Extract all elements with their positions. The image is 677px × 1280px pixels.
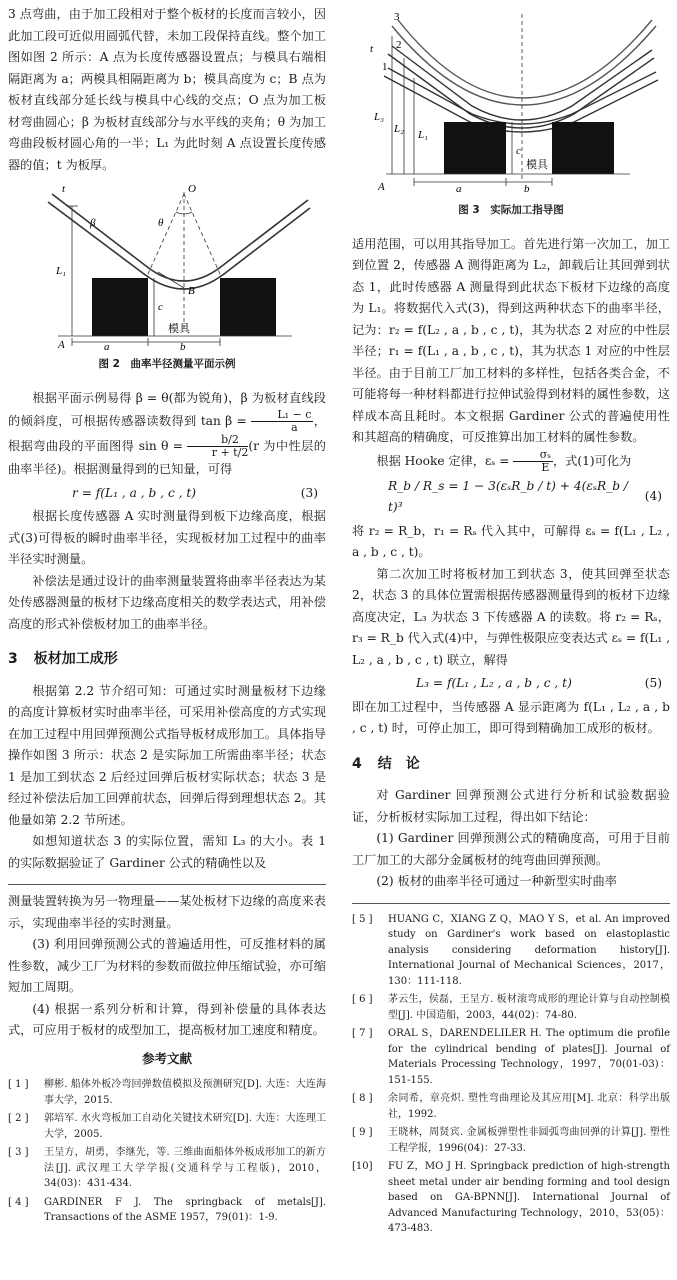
reference-item	[352, 992, 670, 1023]
paragraph-beta-end: (r 为中性层的曲率半径)。根据测量得到的已知量，可得	[8, 439, 326, 476]
figure-2	[8, 182, 326, 350]
reference-text: GARDINER F J. The springback of metals[J]. Transactions of the ASME 1957，79(01)：1-9.	[44, 1196, 326, 1223]
fig3-label-a: a	[456, 183, 462, 195]
fig2-label-b: b	[180, 341, 186, 350]
reference-text: 王晓林，周贤宾. 金属板弹塑性非圆弧弯曲回弹的计算[J]. 塑性工程学报，1996(04)：27-33.	[388, 1127, 670, 1154]
reference-number: [ 6 ]	[352, 994, 373, 1005]
equation-5	[352, 671, 670, 697]
fig3-label-L3: L₃	[374, 111, 384, 123]
paragraph-section3-a: 根据第 2.2 节介绍可知：可通过实时测量板材下边缘的高度计算板材实时曲率半径，可采用补偿高度的方式实现在加工过程中用回弹预测公式指导板材成形加工。具体指导操作如图 3 所示：状态 2 是实际加工所需曲率半径；状态 1 是加工到状态 2 后经过回弹后板材实际状态；状态 3 是经过补偿法后加工回弹前状态，回弹后得到理想状态 2。其他量如第 2.2 节所述。	[8, 683, 326, 827]
paragraph-apply: 适用范围，可以用其指导加工。首先进行第一次加工，加工到位置 2，传感器 A 测得距离为 L₂，卸载后让其回弹到状态 1，此时传感器 A 测量得到此状态下板材下边缘的高度为 L₁。将数据代入式(3)，得到这两种状态下的曲率半径，记为：r₂ = f(L₂ , a , b , c , t)，其为状态 2 对应的中性层半径；r₁ = f(L₁ , a , b , c , t)，其为状态 1 对应的中性层半径。由于目前工厂加工材料的多样性，包括各类合金，不可能将每一种材料都进行拉伸试验得到材料的属性参数，这样成本高且耗时。本文根据 Gardiner 公式的普遍使用性和其超高的精确度，可反推算出加工材料的属性参数。	[352, 236, 670, 444]
paragraph-conclusion-4: (4) 根据一系列分析和计算，得到补偿量的具体表达式，可应用于板材的成型加工，提高板材加工速度和精度。	[8, 1001, 326, 1037]
paragraph-conclusion-intro: 对 Gardiner 回弹预测公式进行分析和试验数据验证，分析板材实际加工过程，得出如下结论：	[352, 788, 670, 824]
paragraph-conclusion-1: (1) Gardiner 回弹预测公式的精确度高，可用于目前工厂加工的大部分金属板材的纯弯曲回弹预测。	[352, 831, 670, 867]
references-right	[352, 912, 670, 1237]
equation-3	[8, 481, 326, 507]
reference-item	[8, 1111, 326, 1142]
fig2-label-theta: θ	[158, 217, 164, 229]
reference-text: HUANG C，XIANG Z Q，MAO Y S，et al. An improved study on Gardiner's work based on elastoplastic analysis considering deformation history[J]. International Journal of Mechanical Sciences，2017，130：111-118.	[388, 913, 670, 987]
frac-hooke-numerator: σₛ	[513, 449, 553, 462]
fig2-die-right	[220, 278, 276, 336]
paragraph-sensor: 根据长度传感器 A 实时测量得到板下边缘高度，根据式(3)可得板的瞬时曲率半径，实现板材加工过程中的曲率半径实时测量。	[8, 509, 326, 566]
fig2-label-beta: β	[90, 217, 96, 229]
figure-3	[352, 6, 670, 196]
frac-sin-numerator: b/2	[187, 434, 248, 447]
reference-text: 王呈方，胡勇，李继先，等. 三维曲面船体外板成形加工的新方法[J]. 武汉理工大学学报(交通科学与工程版)，2010，34(03)：431-434.	[44, 1147, 326, 1189]
fig2-plate-outer	[52, 194, 308, 281]
reference-text: ORAL S，DARENDELILER H. The optimum die profile for the cylindrical bending of plates[J]. Journal of Materials Processing Technology，1997，70(01-03)：151-155.	[388, 1028, 670, 1086]
fig2-label-a: a	[104, 341, 110, 350]
fig3-label-L1: L₁	[418, 129, 428, 141]
paragraph-substitute: 将 r₂ = R_b，r₁ = Rₛ 代入其中，可解得 εₛ = f(L₁ , L₂ , a , b , c , t)。	[352, 523, 670, 559]
reference-item	[8, 1195, 326, 1226]
reference-item	[352, 912, 670, 990]
reference-item	[8, 1077, 326, 1108]
references-left	[8, 1077, 326, 1226]
reference-number: [ 4 ]	[8, 1196, 29, 1208]
fig3-label-L2: L₂	[394, 123, 404, 135]
fig3-label-c: c	[516, 145, 521, 157]
paragraph-hooke-start: 根据 Hooke 定律，εₛ =	[376, 453, 510, 468]
equation-5-number: (5)	[644, 676, 662, 690]
reference-number: [ 1 ]	[8, 1079, 29, 1090]
fig2-label-B: B	[188, 285, 195, 297]
paragraph-hooke-end: ，式(1)可化为	[552, 453, 632, 468]
equation-4-number: (4)	[644, 489, 662, 504]
fig2-die-left	[92, 278, 148, 336]
fig2-radius-line-right	[184, 194, 220, 274]
reference-number: [ 7 ]	[352, 1028, 373, 1039]
equation-5-body: L₃ = f(L₁ , L₂ , a , b , c , t)	[416, 676, 572, 690]
reference-item	[352, 1125, 670, 1156]
equation-3-number: (3)	[300, 485, 318, 500]
section-4-number: 4	[352, 755, 362, 772]
right-column	[352, 0, 670, 1240]
section-4-heading	[352, 754, 670, 776]
fig3-label-3: 3	[394, 11, 400, 23]
reference-number: [ 9 ]	[352, 1127, 373, 1138]
reference-text: 余同希，章亮炽. 塑性弯曲理论及其应用[M]. 北京：科学出版社，1992.	[388, 1093, 670, 1120]
paragraph-intro: 3 点弯曲，由于加工段相对于整个板材的长度而言较小，因此加工段可近似用圆弧代替，未加工段保持直线。整个加工图如图 2 所示：A 点为长度传感器设置点；与模具右端相隔距离为 a；两模具相隔距离为 b；模具高度为 c；B 点为板材直线部分延长线与模具中心线的交点；O 点为加工板材弯曲圆心；β 为板材直线部分与水平线的夹角；θ 为加工弯曲段板材圆心角的一半；L₁ 为此时刻 A 点设置长度传感器的值；t 为板厚。	[8, 7, 326, 172]
paragraph-beta-start: 根据平面示例易得 β = θ(都为锐角)，β 为板材直线段的倾斜度，可根据传感器读数得到 tan β =	[8, 390, 326, 428]
figure-3-caption: 图 3 实际加工指导图	[458, 204, 564, 216]
fig3-label-2: 2	[396, 39, 402, 51]
column-break-divider	[8, 884, 326, 885]
fraction-hooke	[513, 449, 553, 474]
fig2-label-A: A	[58, 339, 65, 350]
fig3-label-A: A	[378, 181, 385, 193]
reference-number: [ 5 ]	[352, 913, 373, 925]
paragraph-stop: 即在加工过程中，当传感器 A 显示距离为 f(L₁ , L₂ , a , b , c , t) 时，可停止加工，即可得到精确加工成形的板材。	[352, 699, 670, 735]
equation-3-body: r = f(L₁ , a , b , c , t)	[72, 485, 197, 500]
fig2-label-t: t	[62, 183, 66, 195]
frac-sin-denominator: r + t/2	[211, 446, 249, 459]
fraction-sin-theta	[187, 434, 248, 459]
fig2-label-O: O	[188, 183, 196, 195]
fig3-label-t: t	[370, 43, 374, 55]
frac-tan-denominator: a	[291, 421, 298, 434]
reference-text: 茅云生，侯磊，王呈方. 板材滚弯成形的理论计算与自动控制模型[J]. 中国造船，2003，44(02)：74-80.	[388, 994, 670, 1021]
fig2-label-die: 模具	[168, 323, 190, 335]
figure-2-caption: 图 2 曲率半径测量平面示例	[98, 358, 236, 370]
fig3-label-b: b	[524, 183, 530, 195]
reference-number: [ 3 ]	[8, 1147, 29, 1158]
references-title: 参考文献	[141, 1050, 192, 1066]
reference-text: 柳彬. 船体外板冷弯回弹数值模拟及预测研究[D]. 大连：大连海事大学，2015.	[44, 1079, 326, 1106]
paragraph-section3-b: 如想知道状态 3 的实际位置，需知 L₃ 的大小。表 1 的实际数据验证了 Gardiner 公式的精确性以及	[8, 834, 326, 870]
paragraph-beta	[8, 388, 326, 481]
reference-number: [ 2 ]	[8, 1113, 29, 1124]
section-3-title: 板材加工成形	[33, 651, 118, 667]
fig2-label-c: c	[158, 301, 163, 313]
fig2-label-L1: L₁	[56, 265, 66, 277]
fig3-die-right	[552, 122, 614, 174]
fig2-radius-line-left	[148, 194, 184, 274]
fig3-label-1: 1	[382, 61, 388, 73]
fig2-plate-inner	[48, 202, 310, 289]
section-4-title: 结 论	[377, 755, 420, 772]
equation-4	[352, 474, 670, 521]
reference-item	[352, 1026, 670, 1088]
column-break-divider	[352, 903, 670, 904]
fig3-label-die: 模具	[526, 159, 548, 171]
reference-text: 郭培军. 水火弯板加工自动化关键技术研究[D]. 大连：大连理工大学，2005.	[44, 1113, 326, 1140]
reference-item	[8, 1145, 326, 1192]
section-3-number: 3	[8, 651, 18, 667]
paragraph-conclusion-continued: 测量装置转换为另一物理量——某处板材下边缘的高度来表示，实现曲率半径的实时测量。	[8, 894, 326, 930]
paragraph-conclusion-3: (3) 利用回弹预测公式的普遍适用性，可反推材料的属性参数，减少工厂为材料的参数而做拉伸压缩试验，亦可缩短加工周期。	[8, 937, 326, 994]
paragraph-conclusion-2: (2) 板材的曲率半径可通过一种新型实时曲率	[376, 874, 617, 888]
frac-tan-numerator: L₁ − c	[251, 409, 313, 422]
reference-number: [ 8 ]	[352, 1093, 373, 1104]
paragraph-compensation: 补偿法是通过设计的曲率测量装置将曲率半径表达为某处传感器测量的板材下边缘高度相关的数学表达式，用补偿高度的形式补偿板材加工的曲率半径。	[8, 573, 326, 631]
fig3-die-left	[444, 122, 506, 174]
paragraph-second-process: 第二次加工时将板材加工到状态 3，使其回弹至状态 2，状态 3 的具体位置需根据传感器测量得到的板材下边缘高度决定，L₃ 为状态 3 下传感器 A 的读数。将 r₂ = Rₛ，r₃ = R_b 代入式(4)中，与弹性极限应变表达式 εₛ = f(L₁ , L₂ , a , b , c , t) 联立，解得	[352, 566, 670, 667]
reference-number: [10]	[352, 1161, 373, 1172]
equation-4-body: R_b / R_s = 1 − 3(εₛR_b / t) + 4(εₛR_b / t)³	[388, 478, 629, 514]
fraction-tan-beta	[251, 409, 313, 434]
paragraph-hooke	[352, 449, 670, 474]
paragraph-beta-mid: ，根据弯曲段的平面图得 sin θ =	[8, 414, 326, 453]
left-column	[8, 0, 326, 1229]
section-3-heading	[8, 649, 326, 671]
frac-hooke-denominator: E	[541, 460, 550, 474]
reference-item	[352, 1159, 670, 1237]
reference-text: FU Z，MO J H. Springback prediction of high-strength sheet metal under air bending forming and tool design based on GA-BPNN[J]. International Journal of Advanced Manufacturing Technology，2010，53(05)：473-483.	[388, 1161, 670, 1234]
reference-item	[352, 1091, 670, 1122]
